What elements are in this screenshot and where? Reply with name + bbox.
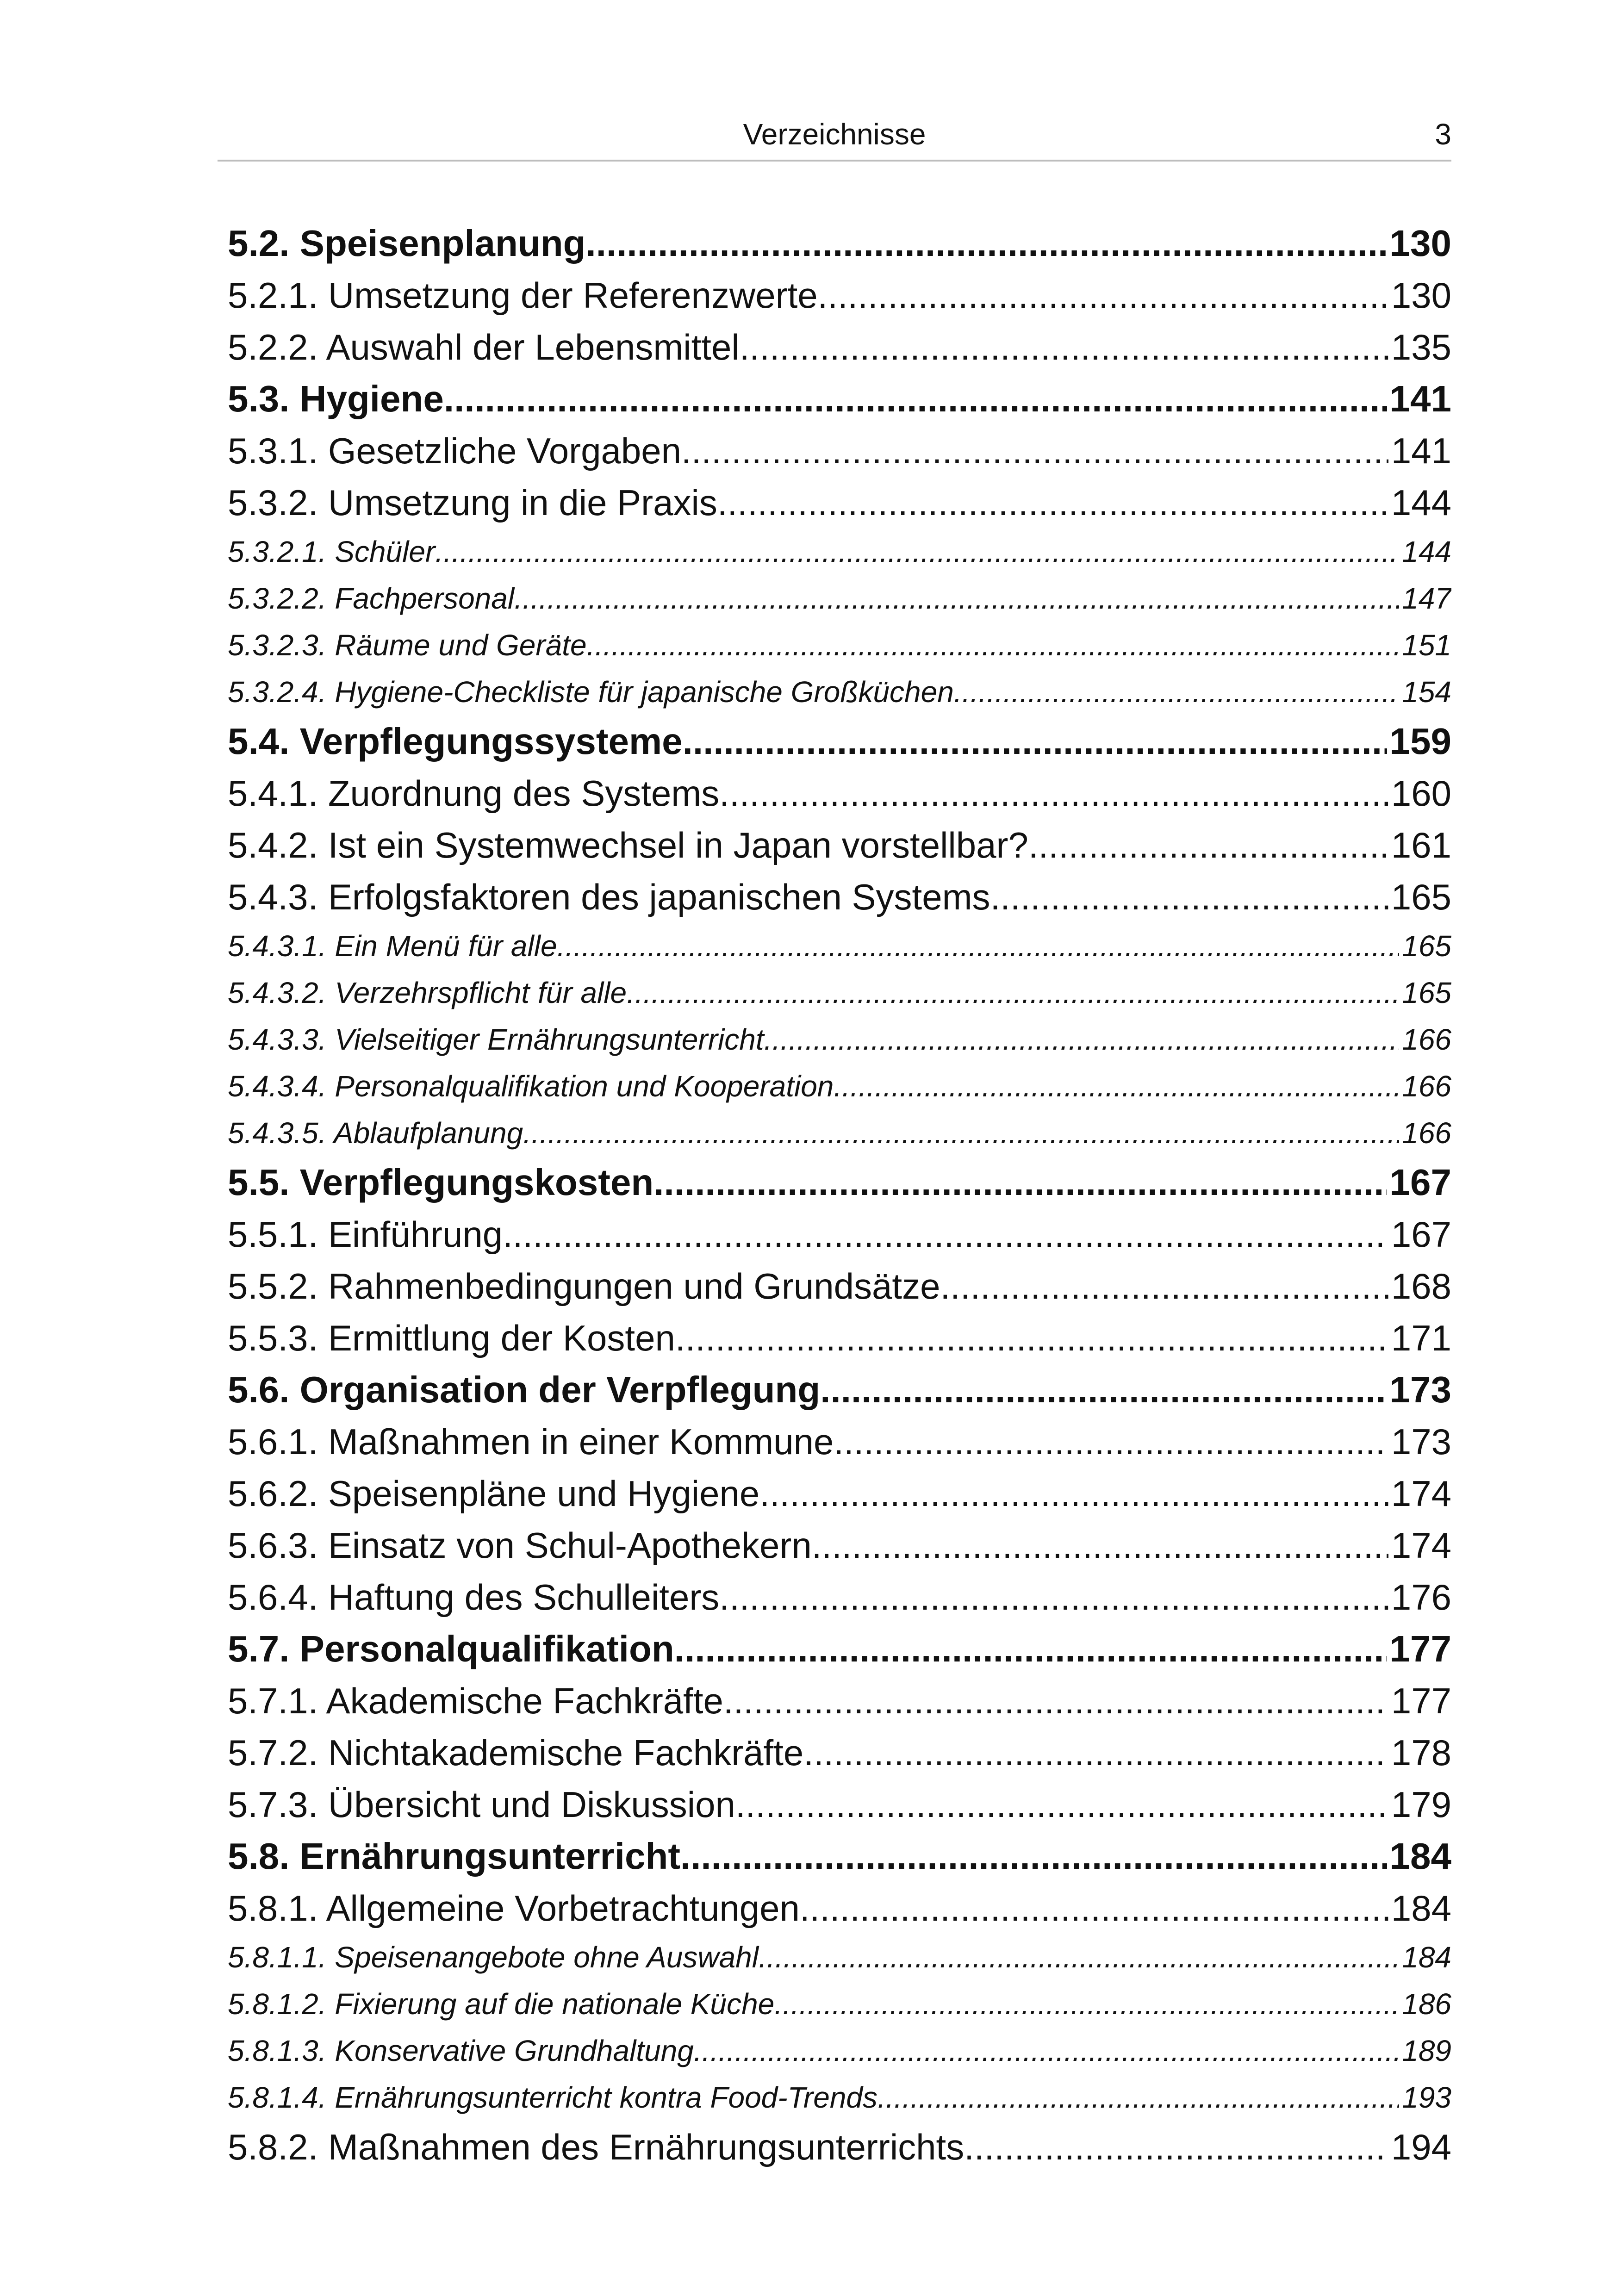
toc-entry[interactable] <box>228 1623 1451 1675</box>
toc-entry-title: 5.4.2. Ist ein Systemwechsel in Japan vorstellbar? <box>228 825 1028 865</box>
toc-entry-page: 193 <box>1402 2081 1451 2114</box>
toc-entry-title: 5.3.2.3. Räume und Geräte <box>228 628 587 662</box>
toc-entry-page: 130 <box>1389 223 1451 264</box>
toc-entry[interactable] <box>228 425 1451 477</box>
table-of-contents <box>228 218 1451 2173</box>
toc-entry-title: 5.5.2. Rahmenbedingungen und Grundsätze <box>228 1266 940 1307</box>
toc-dot-leader <box>834 1063 1399 1110</box>
toc-dot-leader <box>683 716 1387 767</box>
toc-entry-title: 5.6. Organisation der Verpflegung <box>228 1369 821 1410</box>
toc-entry-title: 5.3.1. Gesetzliche Vorgaben <box>228 430 681 471</box>
toc-entry[interactable] <box>228 1519 1451 1571</box>
toc-entry[interactable] <box>228 1830 1451 1882</box>
toc-entry-title: 5.6.2. Speisenpläne und Hygiene <box>228 1473 760 1514</box>
toc-entry-title: 5.5. Verpflegungskosten <box>228 1162 654 1203</box>
toc-dot-leader <box>523 1110 1399 1157</box>
toc-entry[interactable] <box>228 622 1451 669</box>
toc-entry-title: 5.8.1.4. Ernährungsunterricht kontra Food-Trends <box>228 2081 877 2114</box>
toc-entry[interactable] <box>228 1110 1451 1157</box>
toc-entry-page: 177 <box>1391 1680 1451 1721</box>
toc-entry-title: 5.2.2. Auswahl der Lebensmittel <box>228 327 740 367</box>
toc-entry[interactable] <box>228 871 1451 923</box>
toc-entry-title: 5.3.2. Umsetzung in die Praxis <box>228 482 717 523</box>
toc-dot-leader <box>964 2121 1388 2173</box>
toc-entry-title: 5.8. Ernährungsunterricht <box>228 1836 680 1877</box>
toc-entry-page: 165 <box>1391 877 1451 917</box>
toc-entry[interactable] <box>228 970 1451 1016</box>
toc-entry-page: 178 <box>1391 1732 1451 1773</box>
toc-dot-leader <box>759 1468 1388 1519</box>
toc-entry[interactable] <box>228 1016 1451 1063</box>
toc-dot-leader <box>503 1208 1388 1260</box>
toc-entry[interactable] <box>228 269 1451 321</box>
toc-entry-page: 176 <box>1391 1577 1451 1618</box>
toc-entry[interactable] <box>228 321 1451 373</box>
toc-entry-page: 135 <box>1391 327 1451 367</box>
toc-entry[interactable] <box>228 1981 1451 2028</box>
toc-entry[interactable] <box>228 2121 1451 2173</box>
toc-dot-leader <box>877 2074 1399 2121</box>
toc-entry[interactable] <box>228 1260 1451 1312</box>
toc-entry-page: 147 <box>1402 582 1451 615</box>
toc-entry-title: 5.5.3. Ermittlung der Kosten <box>228 1318 675 1358</box>
toc-entry[interactable] <box>228 1157 1451 1208</box>
toc-dot-leader <box>723 1675 1388 1727</box>
toc-entry-title: 5.7.3. Übersicht und Diskussion <box>228 1784 735 1825</box>
toc-dot-leader <box>557 923 1400 970</box>
toc-dot-leader <box>818 269 1388 321</box>
toc-dot-leader <box>774 1981 1399 2028</box>
toc-entry-title: 5.4. Verpflegungssysteme <box>228 721 683 762</box>
toc-entry[interactable] <box>228 477 1451 529</box>
toc-entry[interactable] <box>228 1779 1451 1830</box>
toc-entry-page: 166 <box>1402 1116 1451 1150</box>
toc-entry-title: 5.4.1. Zuordnung des Systems <box>228 773 720 814</box>
toc-entry-page: 184 <box>1389 1836 1451 1877</box>
toc-dot-leader <box>834 1416 1388 1468</box>
toc-entry[interactable] <box>228 1364 1451 1416</box>
toc-entry[interactable] <box>228 923 1451 970</box>
toc-entry[interactable] <box>228 669 1451 716</box>
toc-entry-title: 5.8.1. Allgemeine Vorbetrachtungen <box>228 1888 800 1929</box>
toc-entry[interactable] <box>228 373 1451 425</box>
toc-entry-title: 5.4.3.5. Ablaufplanung <box>228 1116 523 1150</box>
toc-entry-page: 161 <box>1391 825 1451 865</box>
toc-entry-page: 165 <box>1402 929 1451 963</box>
toc-entry-title: 5.7.1. Akademische Fachkräfte <box>228 1680 723 1721</box>
toc-entry-page: 166 <box>1402 1070 1451 1103</box>
toc-entry-page: 165 <box>1402 976 1451 1009</box>
toc-entry-page: 186 <box>1402 1987 1451 2021</box>
toc-entry-title: 5.2. Speisenplanung <box>228 223 586 264</box>
toc-dot-leader <box>740 321 1388 373</box>
toc-entry-page: 173 <box>1389 1369 1451 1410</box>
toc-dot-leader <box>717 477 1388 529</box>
toc-entry[interactable] <box>228 1468 1451 1519</box>
toc-entry-page: 174 <box>1391 1525 1451 1566</box>
toc-entry-page: 159 <box>1389 721 1451 762</box>
toc-dot-leader <box>812 1519 1388 1571</box>
toc-entry-page: 167 <box>1389 1162 1451 1203</box>
toc-entry-title: 5.8.1.1. Speisenangebote ohne Auswahl <box>228 1941 759 1974</box>
toc-entry[interactable] <box>228 819 1451 871</box>
toc-dot-leader <box>803 1727 1388 1779</box>
toc-entry[interactable] <box>228 1727 1451 1779</box>
toc-dot-leader <box>680 1830 1387 1882</box>
toc-entry-title: 5.7. Personalqualifikation <box>228 1628 674 1669</box>
toc-entry-page: 130 <box>1391 275 1451 316</box>
toc-entry[interactable] <box>228 1882 1451 1934</box>
running-header <box>218 116 1451 162</box>
toc-dot-leader <box>1028 819 1388 871</box>
toc-entry-page: 154 <box>1402 675 1451 709</box>
toc-entry-page: 177 <box>1389 1628 1451 1669</box>
toc-entry-title: 5.6.4. Haftung des Schulleiters <box>228 1577 720 1618</box>
toc-dot-leader <box>954 669 1399 716</box>
toc-entry-title: 5.3. Hygiene <box>228 378 444 419</box>
toc-dot-leader <box>990 871 1388 923</box>
toc-entry-title: 5.3.2.2. Fachpersonal <box>228 582 515 615</box>
toc-entry-page: 144 <box>1402 535 1451 568</box>
toc-entry-title: 5.3.2.4. Hygiene-Checkliste für japanische Großküchen <box>228 675 954 709</box>
toc-entry-title: 5.4.3.1. Ein Menü für alle <box>228 929 557 963</box>
toc-dot-leader <box>675 1312 1388 1364</box>
header-page-number: 3 <box>1435 118 1451 151</box>
toc-entry-page: 189 <box>1402 2034 1451 2067</box>
toc-entry-page: 179 <box>1391 1784 1451 1825</box>
toc-entry[interactable] <box>228 1063 1451 1110</box>
toc-entry-title: 5.8.1.3. Konservative Grundhaltung <box>228 2034 694 2067</box>
toc-dot-leader <box>435 529 1399 575</box>
toc-entry[interactable] <box>228 1675 1451 1727</box>
toc-entry-page: 151 <box>1402 628 1451 662</box>
toc-dot-leader <box>940 1260 1388 1312</box>
toc-entry-page: 141 <box>1389 378 1451 419</box>
toc-entry-page: 174 <box>1391 1473 1451 1514</box>
toc-entry-title: 5.5.1. Einführung <box>228 1214 503 1255</box>
toc-dot-leader <box>820 1364 1387 1416</box>
toc-entry-title: 5.6.3. Einsatz von Schul-Apothekern <box>228 1525 812 1566</box>
toc-entry-page: 144 <box>1391 482 1451 523</box>
toc-entry[interactable] <box>228 2028 1451 2074</box>
toc-entry[interactable] <box>228 767 1451 819</box>
toc-entry-page: 167 <box>1391 1214 1451 1255</box>
toc-entry[interactable] <box>228 529 1451 575</box>
toc-entry[interactable] <box>228 575 1451 622</box>
toc-entry-title: 5.3.2.1. Schüler <box>228 535 436 568</box>
toc-entry-page: 173 <box>1391 1421 1451 1462</box>
toc-entry-title: 5.4.3.4. Personalqualifikation und Kooperation <box>228 1070 834 1103</box>
toc-dot-leader <box>764 1016 1400 1063</box>
toc-entry-page: 168 <box>1391 1266 1451 1307</box>
toc-entry[interactable] <box>228 1312 1451 1364</box>
toc-dot-leader <box>586 218 1387 269</box>
toc-entry-title: 5.4.3.3. Vielseitiger Ernährungsunterricht <box>228 1023 764 1056</box>
toc-entry-page: 166 <box>1402 1023 1451 1056</box>
toc-entry[interactable] <box>228 1416 1451 1468</box>
toc-dot-leader <box>719 767 1388 819</box>
toc-entry-title: 5.2.1. Umsetzung der Referenzwerte <box>228 275 818 316</box>
header-title: Verzeichnisse <box>743 118 926 151</box>
toc-entry-title: 5.4.3.2. Verzehrspflicht für alle <box>228 976 627 1009</box>
toc-dot-leader <box>759 1934 1399 1981</box>
toc-entry-title: 5.6.1. Maßnahmen in einer Kommune <box>228 1421 834 1462</box>
toc-entry-title: 5.4.3. Erfolgsfaktoren des japanischen Systems <box>228 877 990 917</box>
toc-dot-leader <box>514 575 1399 622</box>
toc-entry-title: 5.7.2. Nichtakademische Fachkräfte <box>228 1732 804 1773</box>
toc-entry-title: 5.8.1.2. Fixierung auf die nationale Küche <box>228 1987 775 2021</box>
toc-entry-page: 194 <box>1391 2127 1451 2167</box>
toc-entry-page: 141 <box>1391 430 1451 471</box>
toc-entry[interactable] <box>228 218 1451 269</box>
toc-dot-leader <box>681 425 1388 477</box>
toc-dot-leader <box>587 622 1400 669</box>
toc-dot-leader <box>444 373 1387 425</box>
toc-dot-leader <box>800 1882 1388 1934</box>
toc-entry-page: 171 <box>1391 1318 1451 1358</box>
toc-entry-page: 184 <box>1402 1941 1451 1974</box>
toc-entry[interactable] <box>228 1208 1451 1260</box>
toc-entry-page: 160 <box>1391 773 1451 814</box>
toc-entry-title: 5.8.2. Maßnahmen des Ernährungsunterrichts <box>228 2127 965 2167</box>
toc-dot-leader <box>735 1779 1388 1830</box>
toc-entry-page: 184 <box>1391 1888 1451 1929</box>
toc-dot-leader <box>674 1623 1387 1675</box>
toc-dot-leader <box>694 2028 1399 2074</box>
toc-entry[interactable] <box>228 716 1451 767</box>
toc-entry[interactable] <box>228 2074 1451 2121</box>
toc-entry[interactable] <box>228 1934 1451 1981</box>
toc-entry[interactable] <box>228 1571 1451 1623</box>
toc-dot-leader <box>719 1571 1388 1623</box>
toc-dot-leader <box>627 970 1399 1016</box>
toc-dot-leader <box>653 1157 1387 1208</box>
